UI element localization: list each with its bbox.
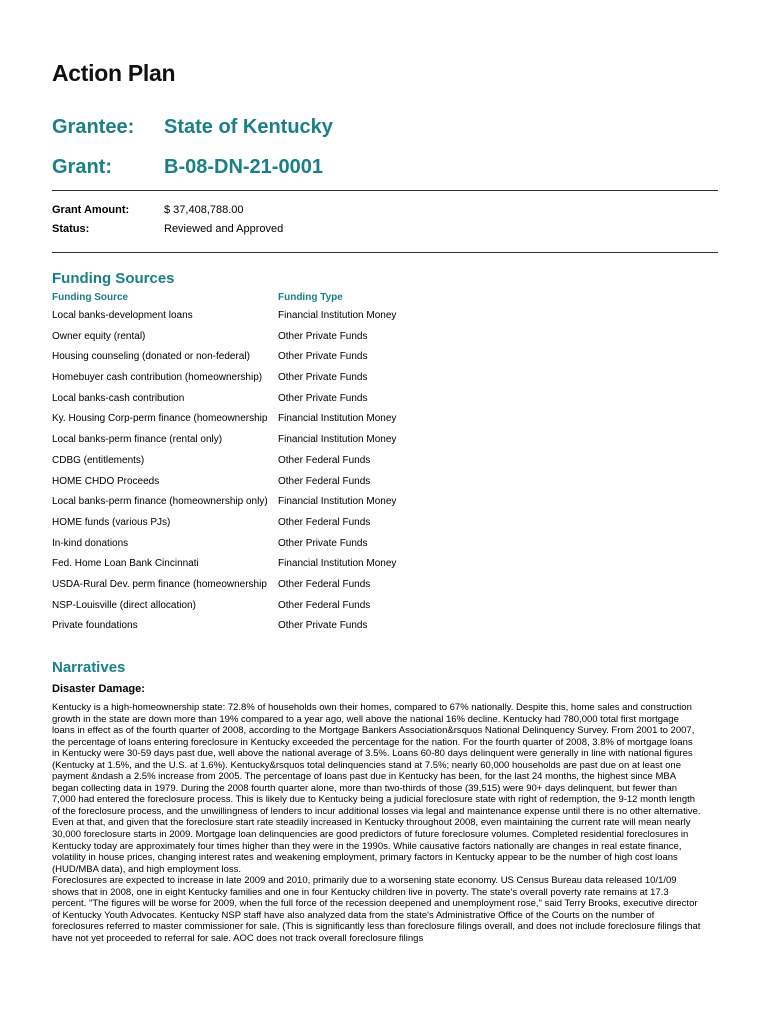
funding-source-cell: HOME funds (various PJs)	[52, 516, 171, 528]
status-value: Reviewed and Approved	[164, 223, 284, 235]
status-label: Status:	[52, 223, 90, 235]
header-divider-bottom	[52, 252, 718, 253]
funding-source-cell: NSP-Louisville (direct allocation)	[52, 599, 196, 611]
funding-type-cell: Other Private Funds	[278, 330, 368, 342]
funding-type-cell: Financial Institution Money	[278, 558, 397, 570]
table-row	[52, 455, 718, 476]
narratives-title: Narratives	[52, 659, 126, 676]
disaster-damage-label: Disaster Damage:	[52, 683, 145, 695]
funding-type-cell: Other Private Funds	[278, 372, 368, 384]
grantee-label: Grantee:	[52, 116, 135, 138]
header-divider-top	[52, 190, 718, 191]
funding-type-cell: Other Private Funds	[278, 620, 368, 632]
table-row	[52, 310, 718, 331]
table-row	[52, 413, 718, 434]
grant-value: B-08-DN-21-0001	[164, 156, 323, 178]
table-row	[52, 558, 718, 579]
funding-type-cell: Financial Institution Money	[278, 310, 397, 321]
funding-source-cell: Local banks-perm finance (rental only)	[52, 434, 223, 446]
table-row	[52, 579, 718, 600]
funding-source-cell: CDBG (entitlements)	[52, 454, 145, 466]
funding-type-cell: Other Federal Funds	[278, 516, 371, 528]
funding-source-cell: USDA-Rural Dev. perm finance (homeownership	[52, 578, 267, 590]
grantee-value: State of Kentucky	[164, 116, 333, 138]
table-row	[52, 476, 718, 497]
funding-type-cell: Financial Institution Money	[278, 434, 397, 446]
grant-label: Grant:	[52, 156, 112, 178]
narrative-paragraph: Foreclosures are expected to increase in late 2009 and 2010, primarily due to a worsening state economy. US Census Bureau data released 10/1/09 shows that in 2008, one in eight Kentucky families and one in four Kentucky children live in poverty. The state's overall poverty rate remains at 17.3 percent. "The figures will be worse for 2009, when the full force of the recession deepened and unemployment rose," said Terry Brooks, executive director of Kentucky Youth Advocates. Kentucky NSP staff have also analyzed data from the state's Administrative Office of the Courts on the number of foreclosures referred to master commissioner for sale. (This is significantly less than foreclosure filings overall, and does not include foreclosure filings that have not yet proceeded to referral for sale. AOC does not track overall foreclosure filings	[52, 875, 701, 944]
status-row	[52, 223, 718, 239]
grant-amount-label: Grant Amount:	[52, 204, 130, 216]
funding-sources-table	[52, 310, 718, 641]
funding-source-cell: Local banks-development loans	[52, 310, 193, 321]
table-row	[52, 517, 718, 538]
funding-source-cell: Private foundations	[52, 620, 138, 632]
funding-type-cell: Other Private Funds	[278, 392, 368, 404]
funding-source-cell: Ky. Housing Corp-perm finance (homeownership	[52, 413, 268, 425]
page-title: Action Plan	[52, 60, 176, 86]
grantee-row	[52, 116, 718, 142]
funding-type-cell: Other Federal Funds	[278, 599, 371, 611]
narrative-paragraph: Kentucky is a high-homeownership state: 72.8% of households own their homes, compared to 67% nationally. Despite this, home sales and construction growth in the state are down more than 19% compared to a year ago, well above the national 16% decline. Kentucky had 780,000 total first mortgage loans in effect as of the fourth quarter of 2008, according to the Mortgage Bankers Association&rsquos National Delinquency Survey. From 2001 to 2007, the percentage of loans entering foreclosure in Kentucky exceeded the percentage for the nation. For the fourth quarter of 2008, 3.8% of mortgage loans in Kentucky were 30-59 days past due, well above the national average of 3.5%. Loans 60-80 days delinquent were generally in line with national figures (Kentucky at 1.5%, and the U.S. at 1.6%). Kentucky&rsquos total delinquencies stand at 7.5%; nearly 60,000 households are past due on at least one payment &ndash a 2.5% increase from 2005. The percentage of loans past due in Kentucky has been, for the last 24 months, the highest since MBA began collecting data in 1979. During the 2008 fourth quarter alone, more than two-thirds of those (39,515) were 90+ days delinquent, but fewer than 7,000 had entered the foreclosure process. This is likely due to Kentucky being a judicial foreclosure state with right of redemption, the 9-12 month length of the foreclosure process, and the unwillingness of lenders to incur additional losses via legal and maintenance expense until there is no other alternative. Even at that, and given that the foreclosure start rate steadily increased in Kentucky throughout 2008, even maintaining the current rate will mean nearly 30,000 foreclosure starts in 2009. Mortgage loan delinquencies are good predictors of future foreclosure volumes. Completed residential foreclosures in Kentucky today are approximately four times higher than they were in the 1990s. While causative factors nationally are changes in real estate finance, volatility in house prices, changing interest rates and weakening employment, primary factors in Kentucky appear to be the number of high cost loans (HUD/MBA data), and high employment loss.	[52, 702, 701, 875]
funding-source-cell: HOME CHDO Proceeds	[52, 475, 160, 487]
funding-type-cell: Other Private Funds	[278, 537, 368, 549]
table-row	[52, 620, 718, 641]
funding-source-column-header: Funding Source	[52, 292, 129, 303]
grant-amount-value: $ 37,408,788.00	[164, 204, 244, 216]
funding-type-cell: Other Federal Funds	[278, 454, 371, 466]
funding-source-cell: Local banks-cash contribution	[52, 392, 185, 404]
table-row	[52, 372, 718, 393]
funding-type-cell: Other Federal Funds	[278, 578, 371, 590]
funding-source-cell: Local banks-perm finance (homeownership only)	[52, 496, 268, 508]
funding-type-cell: Other Federal Funds	[278, 475, 371, 487]
table-row	[52, 434, 718, 455]
grant-amount-row	[52, 204, 718, 220]
funding-type-column-header: Funding Type	[278, 292, 343, 303]
grant-row	[52, 156, 718, 182]
table-row	[52, 496, 718, 517]
table-row	[52, 331, 718, 352]
table-row	[52, 538, 718, 559]
funding-source-cell: Owner equity (rental)	[52, 330, 146, 342]
funding-source-cell: Homebuyer cash contribution (homeownership)	[52, 372, 263, 384]
funding-source-cell: In-kind donations	[52, 537, 129, 549]
funding-sources-title: Funding Sources	[52, 270, 175, 287]
table-row	[52, 600, 718, 621]
funding-source-cell: Fed. Home Loan Bank Cincinnati	[52, 558, 199, 570]
disaster-damage-text	[52, 702, 702, 960]
funding-type-cell: Financial Institution Money	[278, 413, 397, 425]
table-row	[52, 351, 718, 372]
funding-type-cell: Other Private Funds	[278, 351, 368, 363]
funding-type-cell: Financial Institution Money	[278, 496, 397, 508]
funding-source-cell: Housing counseling (donated or non-federal)	[52, 351, 250, 363]
table-row	[52, 393, 718, 414]
